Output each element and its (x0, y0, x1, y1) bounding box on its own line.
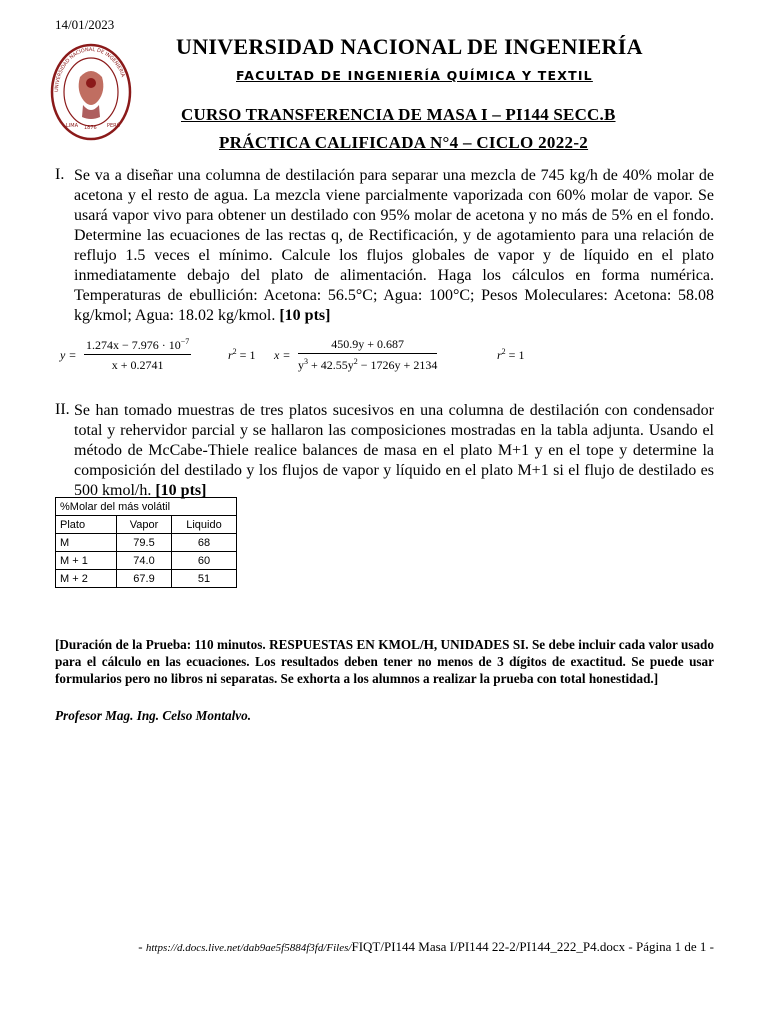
eq2-lhs: x = (274, 348, 291, 362)
table-title: %Molar del más volátil (56, 498, 237, 516)
table-header-cell: Vapor (117, 516, 172, 534)
course-title: CURSO TRANSFERENCIA DE MASA I – PI144 SECC.B (181, 105, 616, 124)
table-cell: 74.0 (117, 552, 172, 570)
eq1-numerator-exponent: −7 (180, 337, 190, 346)
eq1-r2: $r^2 = 1$ (228, 347, 256, 362)
question-2-body: Se han tomado muestras de tres platos sucesivos en una columna de destilación con condensador total y rehervidor parcial y se hallaron las composiciones mostradas en la tabla adjunta. Usando el método de McCabe-Thiele realice balances de masa en el plato M+1 y en el tope y determine la composición del destilado y los flujos de vapor y líquido en el plato M+1 si el flujo de destilado es 500 kmol/h. (74, 402, 714, 499)
table-row (56, 534, 237, 552)
question-2-points: [10 pts] (155, 482, 207, 499)
table-cell: 67.9 (117, 570, 172, 588)
svg-text:1876: 1876 (84, 125, 97, 131)
table-header-row (56, 516, 237, 534)
table-cell: 79.5 (117, 534, 172, 552)
eq1-denominator: x + 0.2741 (111, 358, 164, 372)
eq1-numerator: 1.274x − 7.976 · 10 (86, 338, 181, 352)
eq2-r2: $r^2 = 1$ (497, 347, 525, 362)
svg-text:UNIVERSIDAD NACIONAL DE INGENI: UNIVERSIDAD NACIONAL DE INGENIERÍA (53, 46, 126, 93)
table-row (56, 570, 237, 588)
table-title-row (56, 498, 237, 516)
table-row (56, 552, 237, 570)
svg-text:PERÚ: PERÚ (107, 123, 121, 129)
practice-title: PRÁCTICA CALIFICADA N°4 – CICLO 2022-2 (219, 133, 589, 152)
eq2-numerator: 450.9y + 0.687 (298, 337, 437, 354)
university-title: UNIVERSIDAD NACIONAL DE INGENIERÍA (176, 34, 643, 59)
professor-name: Profesor Mag. Ing. Celso Montalvo. (55, 708, 251, 723)
eq1-fraction (84, 337, 191, 373)
table-cell: 60 (172, 552, 237, 570)
university-seal-logo (50, 43, 132, 141)
table-cell: M + 2 (56, 570, 117, 588)
footer-prefix: - (138, 939, 146, 954)
table-cell: 68 (172, 534, 237, 552)
question-2-number: II. (55, 401, 70, 418)
question-1-body: Se va a diseñar una columna de destilación para separar una mezcla de 745 kg/h de 40% molar de acetona y el resto de agua. La mezcla viene parcialmente vaporizada con 60% molar de vapor. Se usará vapor vivo para obtener un destilado con 95% molar de acetona y no más de 5% en el fondo. Determine las ecuaciones de las rectas q, de Rectificación, y de agotamiento para una relación de reflujo 1.5 veces el mínimo. Calcule los flujos globales de vapor y de líquido en el plato inmediatamente debajo del plato de alimentación. Haga los cálculos en forma numérica. Temperaturas de ebullición: Acetona: 56.5°C; Agua: 100°C; Pesos Moleculares: Acetona: 58.08 kg/kmol; Agua: 18.02 kg/kmol. (74, 167, 714, 324)
eq1-lhs: y = (60, 348, 77, 362)
table-cell: M + 1 (56, 552, 117, 570)
footer-url: https://d.docs.live.net/dab9ae5f5884f3fd/Files/ (145, 942, 352, 954)
composition-table (55, 497, 237, 588)
exam-instructions: [Duración de la Prueba: 110 minutos. RESPUESTAS EN KMOL/H, UNIDADES SI. Se debe incluir cada valor usado para el cálculo en las ecuaciones. Los resultados deben tener no menos de 3 dígitos de exactitud. Se puede usar formularios pero no libros ni separatas. Se exhorta a los alumnos a realizar la prueba con total honestidad.] (55, 637, 714, 686)
svg-text:LIMA: LIMA (66, 123, 78, 129)
document-date: 14/01/2023 (55, 17, 115, 32)
table-header-cell: Liquido (172, 516, 237, 534)
eq2-denominator: $y^3 + 42.55y^2 - 1726y + 2134$ (298, 357, 438, 372)
question-1-text (74, 166, 714, 326)
table-header-cell: Plato (56, 516, 117, 534)
equilibrium-equations (60, 337, 620, 379)
page-footer (60, 938, 714, 957)
question-1-number: I. (55, 166, 65, 183)
question-1-points: [10 pts] (279, 307, 331, 324)
table-cell: 51 (172, 570, 237, 588)
faculty-title: FACULTAD DE INGENIERÍA QUÍMICA Y TEXTIL (236, 68, 593, 83)
footer-path: FIQT/PI144 Masa I/PI144 22-2/PI144_222_P4.docx - Página 1 de 1 - (351, 939, 714, 954)
table-cell: M (56, 534, 117, 552)
question-2-text (74, 401, 714, 501)
eq2-fraction (298, 337, 437, 373)
